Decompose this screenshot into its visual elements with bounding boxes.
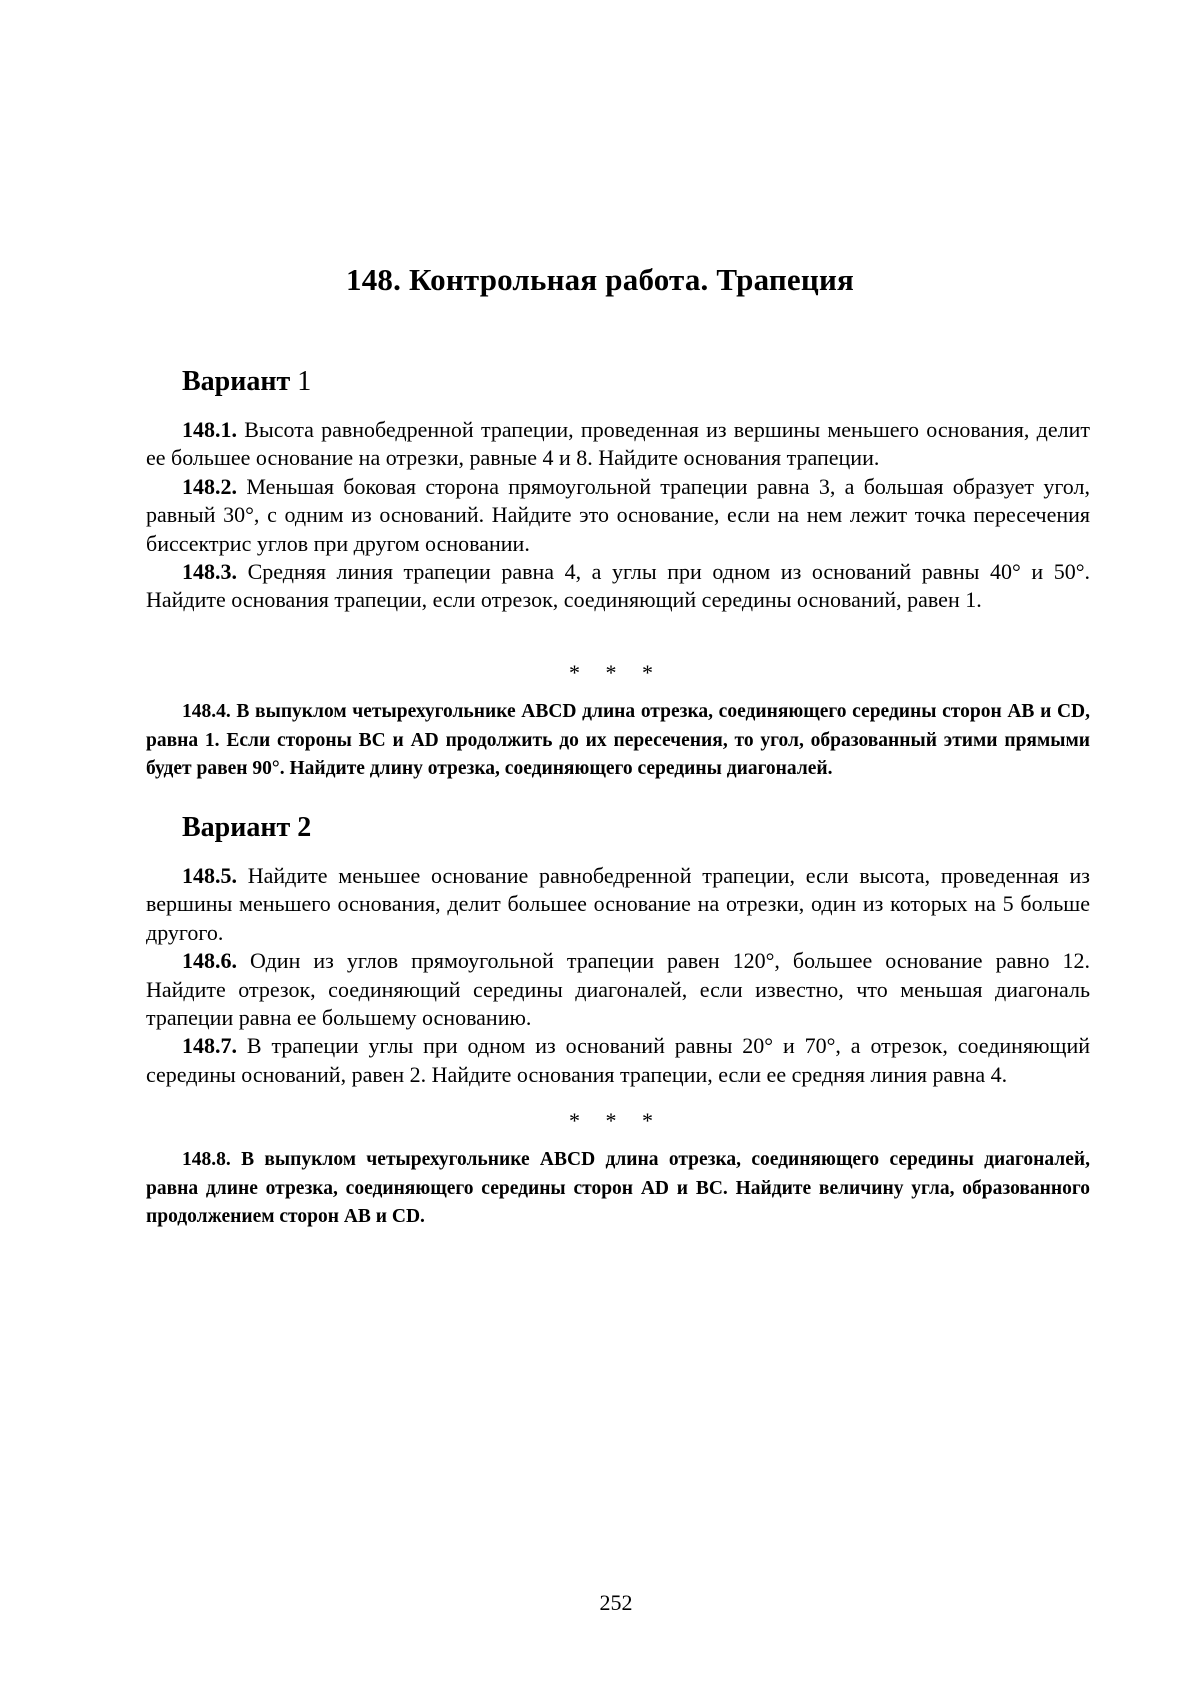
problem-text: Высота равнобедренной трапеции, проведенная из вершины меньшего основания, делит ее большее основание на отрезки, равные 4 и 8. Найдите основания трапеции. (146, 417, 1091, 471)
problem-number: 148.7. (182, 1033, 237, 1059)
problem-148-4 (146, 698, 1090, 784)
variant-2-star-problem (146, 1146, 1090, 1232)
problem-148-5 (146, 862, 1090, 947)
problem-number: 148.2. (182, 473, 237, 499)
problem-text: Найдите меньшее основание равнобедренной трапеции, если высота, проведенная из вершины меньшего основания, делит большее основание на отрезки, один из которых на 5 больше другого. (146, 863, 1090, 945)
section-divider-stars: * * * (569, 1108, 663, 1133)
variant-1-label: Вариант (182, 366, 291, 397)
variant-2-heading (182, 812, 311, 844)
problem-148-1 (146, 416, 1090, 473)
page-title: 148. Контрольная работа. Трапеция (346, 262, 854, 297)
variant-2-problems (146, 862, 1090, 1089)
problem-number: 148.1. (182, 417, 237, 442)
problem-148-3 (146, 558, 1090, 615)
variant-1-star-problem (146, 698, 1090, 784)
problem-text: В выпуклом четырехугольнике ABCD длина отрезка, соединяющего середины диагоналей, равна длине отрезка, соединяющего середины сторон AD и BC. Найдите величину угла, образованного продолжением сторон AB и CD. (146, 1149, 1090, 1227)
problem-text: Средняя линия трапеции равна 4, а углы при одном из оснований равны 40° и 50°. Найдите основания трапеции, если отрезок, соединяющий середины оснований, равен 1. (146, 559, 1091, 613)
problem-number: 148.5. (182, 863, 237, 888)
variant-1-problems (146, 416, 1090, 615)
section-divider-stars: * * * (569, 660, 663, 685)
variant-1-number: 1 (297, 366, 312, 397)
problem-text: В выпуклом четырехугольнике ABCD длина отрезка, соединяющего середины сторон AB и CD, равна 1. Если стороны BC и AD продолжить до их пересечения, то угол, образованный этими прямыми будет равен 90°. Найдите длину отрезка, соединяющего середины диагоналей. (146, 701, 1091, 779)
problem-text: Один из углов прямоугольной трапеции равен 120°, большее основание равно 12. Найдите отрезок, соединяющий середины диагоналей, если известно, что меньшая диагональ трапеции равна ее большему основанию. (146, 948, 1090, 1031)
problem-148-2 (146, 473, 1090, 558)
problem-number: 148.4. (182, 701, 231, 722)
problem-148-7 (146, 1032, 1090, 1089)
problem-148-8 (146, 1146, 1090, 1232)
problem-number: 148.8. (182, 1149, 231, 1170)
problem-text: Меньшая боковая сторона прямоугольной трапеции равна 3, а большая образует угол, равный 30°, с одним из оснований. Найдите это основание, если на нем лежит точка пересечения биссектрис углов при другом основании. (146, 473, 1090, 556)
problem-text: В трапеции углы при одном из оснований равны 20° и 70°, а отрезок, соединяющий середины оснований, равен 2. Найдите основания трапеции, если ее средняя линия равна 4. (146, 1033, 1091, 1087)
variant-2-label: Вариант (182, 812, 291, 843)
problem-number: 148.3. (182, 559, 237, 585)
problem-148-6 (146, 947, 1090, 1032)
variant-1-heading (182, 366, 311, 398)
problem-number: 148.6. (182, 948, 237, 974)
variant-2-number: 2 (297, 812, 312, 843)
page-number: 252 (599, 1590, 633, 1615)
